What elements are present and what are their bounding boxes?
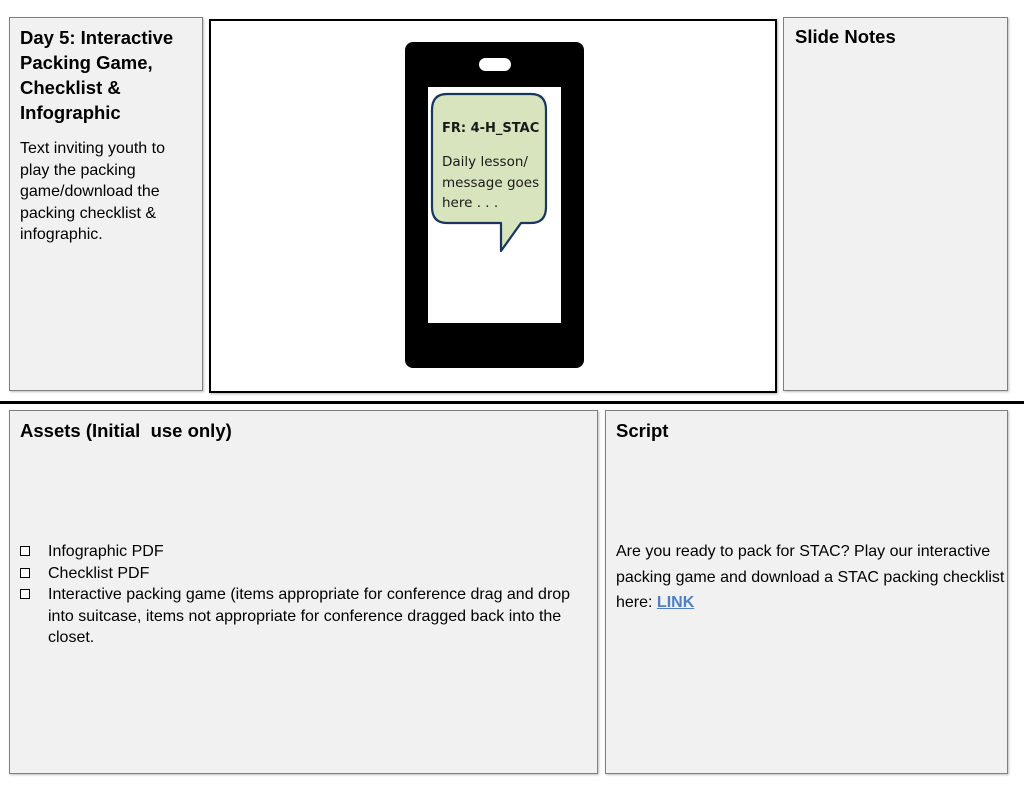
slide-notes-panel <box>783 17 1008 391</box>
day-description: Text inviting youth to play the packing game/download the packing checklist & infographic. <box>20 140 165 243</box>
phone-preview-panel <box>209 19 777 393</box>
section-divider <box>0 401 1024 404</box>
list-item <box>20 563 580 585</box>
asset-label: Checklist PDF <box>48 564 150 582</box>
message-sender: FR: 4-H_STAC <box>442 121 540 136</box>
asset-label: Interactive packing game (items appropriate for conference drag and drop into suitcase, items not appropriate for conference dragged back into the closet. <box>48 586 571 646</box>
script-panel <box>605 410 1008 774</box>
slide-notes-heading: Slide Notes <box>795 26 896 47</box>
checkbox-icon <box>20 589 30 599</box>
script-text: Are you ready to pack for STAC? Play our interactive packing game and download a STAC packing checklist here: <box>616 543 1005 611</box>
day-panel <box>9 17 203 391</box>
script-body <box>616 539 1008 616</box>
assets-panel <box>9 410 598 774</box>
script-link[interactable]: LINK <box>656 594 695 611</box>
script-heading: Script <box>616 420 669 441</box>
assets-list <box>20 541 580 649</box>
checkbox-icon <box>20 568 30 578</box>
message-text: Daily lesson/ message goes here . . . <box>442 154 540 211</box>
checkbox-icon <box>20 546 30 556</box>
assets-heading: Assets (Initial use only) <box>20 420 232 441</box>
asset-label: Infographic PDF <box>48 543 164 560</box>
list-item <box>20 584 580 649</box>
day-title: Day 5: Interactive Packing Game, Checklist & Infographic <box>20 27 174 123</box>
list-item <box>20 541 580 563</box>
